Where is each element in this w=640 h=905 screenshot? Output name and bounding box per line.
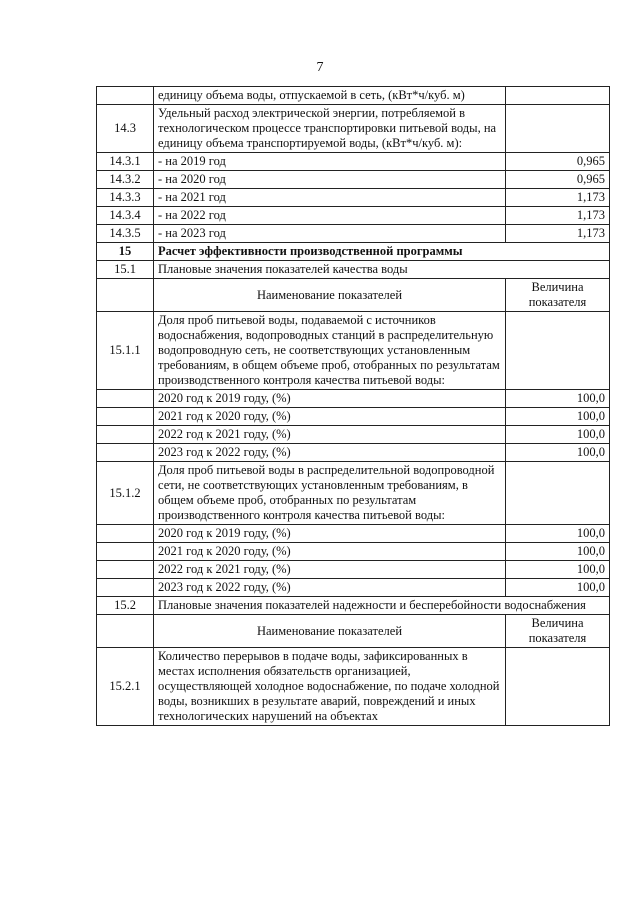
- row-value: [506, 312, 610, 390]
- row-description: - на 2023 год: [154, 225, 506, 243]
- row-number: 14.3: [97, 105, 154, 153]
- row-value: [506, 87, 610, 105]
- row-description: 2021 год к 2020 году, (%): [154, 543, 506, 561]
- row-value: 100,0: [506, 525, 610, 543]
- row-value: 100,0: [506, 426, 610, 444]
- table-row: [97, 525, 610, 543]
- row-value: 1,173: [506, 225, 610, 243]
- table-row: [97, 462, 610, 525]
- table-row: [97, 597, 610, 615]
- column-header-name: Наименование показателей: [154, 279, 506, 312]
- row-description: 2023 год к 2022 году, (%): [154, 579, 506, 597]
- table-row: [97, 312, 610, 390]
- table-row: [97, 426, 610, 444]
- row-description: - на 2022 год: [154, 207, 506, 225]
- row-number: 14.3.5: [97, 225, 154, 243]
- row-number: [97, 525, 154, 543]
- row-description: 2022 год к 2021 году, (%): [154, 426, 506, 444]
- row-description: 2020 год к 2019 году, (%): [154, 525, 506, 543]
- row-description: Расчет эффективности производственной программы: [154, 243, 610, 261]
- row-number: [97, 543, 154, 561]
- row-value: 0,965: [506, 153, 610, 171]
- table-row: [97, 171, 610, 189]
- table-row: [97, 279, 610, 312]
- table-row: [97, 207, 610, 225]
- row-value: 100,0: [506, 561, 610, 579]
- row-value: 0,965: [506, 171, 610, 189]
- table-row: [97, 615, 610, 648]
- table-row: [97, 261, 610, 279]
- row-number: [97, 408, 154, 426]
- row-description: Плановые значения показателей надежности и бесперебойности водоснабжения: [154, 597, 610, 615]
- row-description: Количество перерывов в подаче воды, зафиксированных в местах исполнения обязательств организацией, осуществляющей холодное водоснабжение, по подаче холодной воды, возникших в результате аварий, повреждений и иных технологических нарушений на объектах: [154, 648, 506, 726]
- row-description: Удельный расход электрической энергии, потребляемой в технологическом процессе транспортировки питьевой воды, на единицу объема транспортируемой воды, (кВт*ч/куб. м):: [154, 105, 506, 153]
- row-description: 2021 год к 2020 году, (%): [154, 408, 506, 426]
- row-number: 15.2.1: [97, 648, 154, 726]
- row-number: [97, 444, 154, 462]
- table-row: [97, 390, 610, 408]
- row-number: [97, 426, 154, 444]
- row-description: Плановые значения показателей качества воды: [154, 261, 610, 279]
- row-number: [97, 279, 154, 312]
- row-description: - на 2021 год: [154, 189, 506, 207]
- table-row: [97, 561, 610, 579]
- row-number: 15.1: [97, 261, 154, 279]
- row-description: - на 2019 год: [154, 153, 506, 171]
- row-value: 100,0: [506, 408, 610, 426]
- row-number: 14.3.1: [97, 153, 154, 171]
- row-value: [506, 105, 610, 153]
- row-value: 100,0: [506, 390, 610, 408]
- row-number: 15.1.1: [97, 312, 154, 390]
- row-number: [97, 579, 154, 597]
- row-description: Доля проб питьевой воды, подаваемой с источников водоснабжения, водопроводных станций в распределительную водопроводную сеть, не соответствующих установленным требованиям, в общем объеме проб, отобранных по результатам производственного контроля качества питьевой воды:: [154, 312, 506, 390]
- indicators-table: [96, 86, 610, 726]
- column-header-value: Величина показателя: [506, 615, 610, 648]
- row-number: 14.3.4: [97, 207, 154, 225]
- table-row: [97, 444, 610, 462]
- row-value: 100,0: [506, 579, 610, 597]
- table-row: [97, 243, 610, 261]
- column-header-value: Величина показателя: [506, 279, 610, 312]
- column-header-name: Наименование показателей: [154, 615, 506, 648]
- row-value: 1,173: [506, 207, 610, 225]
- row-number: [97, 390, 154, 408]
- row-description: 2023 год к 2022 году, (%): [154, 444, 506, 462]
- table-row: [97, 87, 610, 105]
- row-value: 100,0: [506, 543, 610, 561]
- row-description: Доля проб питьевой воды в распределительной водопроводной сети, не соответствующих установленным требованиям, в общем объеме проб, отобранных по результатам производственного контроля качества питьевой воды:: [154, 462, 506, 525]
- row-number: 15: [97, 243, 154, 261]
- row-number: 15.1.2: [97, 462, 154, 525]
- table-row: [97, 105, 610, 153]
- row-number: 14.3.3: [97, 189, 154, 207]
- table-row: [97, 579, 610, 597]
- row-number: 15.2: [97, 597, 154, 615]
- row-number: [97, 615, 154, 648]
- table-row: [97, 153, 610, 171]
- row-description: 2022 год к 2021 году, (%): [154, 561, 506, 579]
- table-row: [97, 189, 610, 207]
- table-row: [97, 408, 610, 426]
- row-value: 1,173: [506, 189, 610, 207]
- table-row: [97, 648, 610, 726]
- page-number: 7: [316, 60, 324, 75]
- row-number: [97, 561, 154, 579]
- row-description: - на 2020 год: [154, 171, 506, 189]
- table-row: [97, 225, 610, 243]
- row-value: [506, 462, 610, 525]
- row-number: [97, 87, 154, 105]
- row-value: 100,0: [506, 444, 610, 462]
- row-description: 2020 год к 2019 году, (%): [154, 390, 506, 408]
- row-number: 14.3.2: [97, 171, 154, 189]
- table-row: [97, 543, 610, 561]
- row-description: единицу объема воды, отпускаемой в сеть, (кВт*ч/куб. м): [154, 87, 506, 105]
- row-value: [506, 648, 610, 726]
